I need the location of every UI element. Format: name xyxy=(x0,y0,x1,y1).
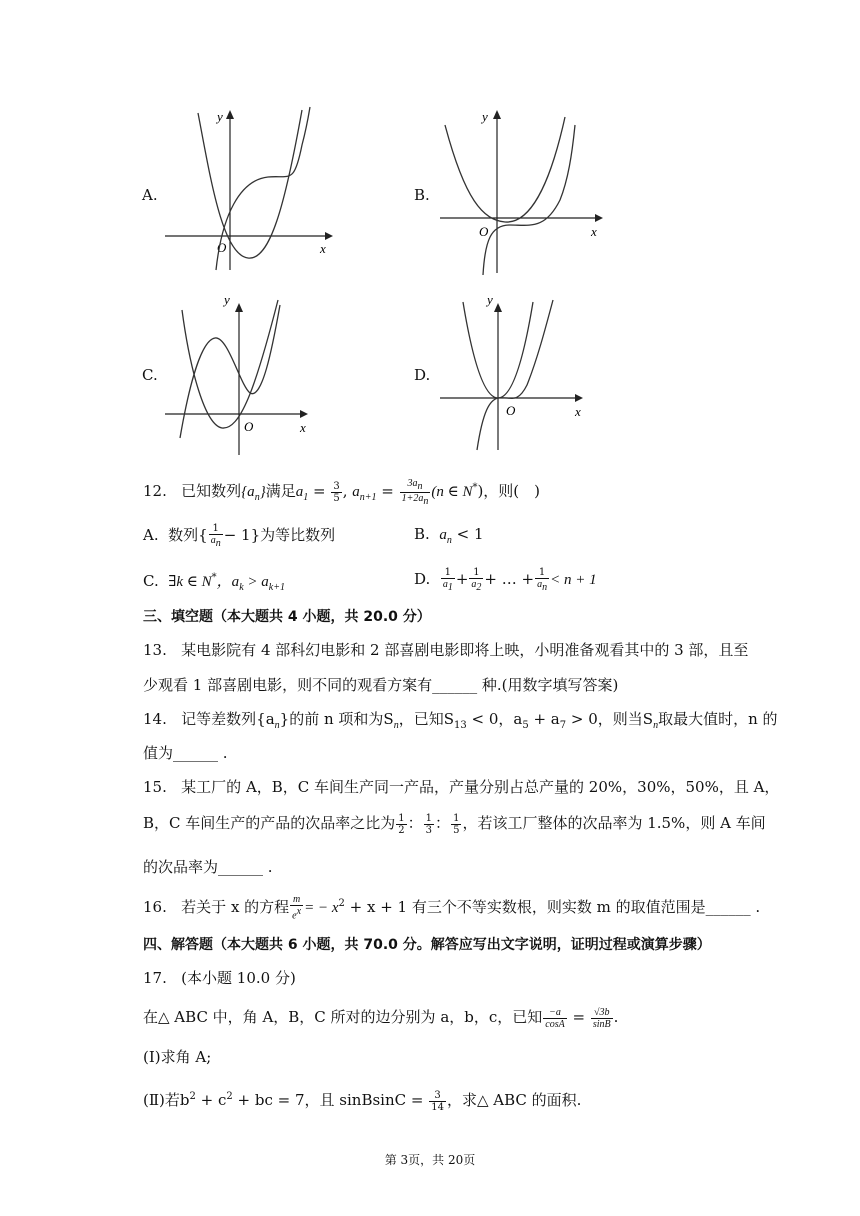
q12-an1-sub: n+1 xyxy=(359,492,377,503)
q17-part2 xyxy=(143,1086,581,1113)
q14-a: 记等差数列{a xyxy=(181,710,275,728)
q12-option-d-f3-num: 1 xyxy=(535,567,549,579)
q12-option-a-frac xyxy=(209,523,223,549)
q15-line2: B，C 车间生产的产品的次品率之比为 $\frac{1}{2}$ ： $\frac{1}{3}$ ： $\frac{1}{5}$ ，若该工厂整体的次品率为 1.5%，则 A 车间 xyxy=(143,812,766,836)
graph-a-y-label: y xyxy=(217,109,223,124)
q16-fnum: m xyxy=(290,894,303,906)
q16-number: 16. xyxy=(143,898,167,916)
q15-ratio-3-den: 5 xyxy=(453,824,460,836)
q17-part2-frac xyxy=(429,1090,446,1113)
q17-part2-pre: (Ⅱ)若b xyxy=(143,1091,190,1109)
option-a-label: A. xyxy=(142,186,158,204)
q12-option-d-dots: + … + xyxy=(484,570,535,588)
q17-frac-2 xyxy=(591,1007,613,1030)
q12-option-a-pre: 数列{ xyxy=(168,526,208,544)
q16-fden xyxy=(290,906,303,921)
q12-cond-sup: * xyxy=(472,482,478,493)
page-footer: 第 3页，共 20页 xyxy=(384,1153,476,1167)
q14-e-sub: 7 xyxy=(559,720,567,731)
graph-d xyxy=(435,290,615,460)
q12-rec-num xyxy=(400,478,431,493)
q12-option-b-sub: n xyxy=(446,535,452,546)
q17-points: (本小题 10.0 分) xyxy=(181,969,296,987)
q12-cond-close: )，则( ) xyxy=(477,482,541,500)
graph-c xyxy=(160,290,340,460)
graph-a xyxy=(160,105,340,275)
q12-option-d-plus: + xyxy=(455,570,469,588)
q14-c: ，已知S xyxy=(398,710,454,728)
option-b-label: B. xyxy=(414,186,430,204)
q16-mid-sup: 2 xyxy=(338,898,345,909)
q14-d: < 0，a xyxy=(466,710,523,728)
q16-frac xyxy=(290,894,303,921)
q15-ratio-3-num: 1 xyxy=(453,812,460,824)
q17-stem xyxy=(143,1006,618,1030)
q15-ratio-1-num: 1 xyxy=(398,812,405,824)
q14-f-sub: n xyxy=(653,720,659,731)
q16-mid: = − x xyxy=(304,900,339,916)
graph-b-y-label: y xyxy=(482,109,488,124)
q12-option-a-fnum: 1 xyxy=(209,523,223,535)
q14-d-sub: 5 xyxy=(522,720,529,731)
q17-part1: (Ⅰ)求角 A; xyxy=(143,1048,212,1066)
q17-part2-post: ，求△ ABC 的面积. xyxy=(446,1091,582,1109)
q12-option-a-fden-text: a xyxy=(210,535,216,546)
q12-option-b xyxy=(414,523,484,552)
graph-b-x-label: x xyxy=(591,224,597,239)
q16-fden-text: e xyxy=(292,910,297,922)
q12-option-c xyxy=(143,567,285,599)
q12-option-c-sub1: k xyxy=(239,582,244,593)
q15-line1-text: 某工厂的 A，B，C 车间生产同一产品，产量分别占总产量的 20%，30%，50%，且 A， xyxy=(181,778,780,796)
q12-a1: a xyxy=(295,484,304,500)
q12-rec-den xyxy=(400,493,431,507)
q12-stem-pre: 已知数列 xyxy=(181,482,242,500)
q12-a1-frac xyxy=(331,481,341,504)
q17-frac-1-num: −a xyxy=(543,1007,566,1019)
q12-option-b-post: < 1 xyxy=(451,525,484,543)
q17-stem-post: . xyxy=(613,1008,619,1026)
q14-number: 14. xyxy=(143,710,167,728)
q12-option-d-f3-den-text: a xyxy=(537,579,543,590)
q16-fden-sup: x xyxy=(296,906,302,918)
q14-line2: 值为______ . xyxy=(143,744,228,762)
q17-part2-fnum: 3 xyxy=(429,1090,446,1102)
q16-post: + x + 1 有三个不等实数根，则实数 m 的取值范围是______ . xyxy=(344,898,761,916)
q12-option-d-f1-num: 1 xyxy=(441,567,455,579)
q12-option-a-fden xyxy=(209,535,223,549)
q13-number: 13. xyxy=(143,641,167,659)
q16-line xyxy=(143,893,760,922)
q15-line2-pre: B，C 车间生产的产品的次品率之比为 xyxy=(143,814,396,832)
q17-frac-2-den: sinB xyxy=(592,1018,611,1030)
section-4-heading: 四、解答题（本大题共 6 小题，共 70.0 分。解答应写出文字说明，证明过程或演算步骤） xyxy=(143,937,711,953)
q12-option-a-fden-sub: n xyxy=(215,538,221,549)
q12-eq: = xyxy=(308,482,331,500)
q12-option-d-f1-den-text: a xyxy=(442,579,448,590)
q17-number: 17. xyxy=(143,969,167,987)
q12-option-a-post: − 1}为等比数列 xyxy=(223,526,336,544)
q12-a1-num: 3 xyxy=(333,480,340,492)
q17-header xyxy=(143,967,296,989)
q14-line1 xyxy=(143,708,778,737)
graph-b xyxy=(435,105,615,275)
q12-sep: , xyxy=(342,482,353,500)
q12-option-c-sup: * xyxy=(211,572,217,583)
q12-option-c-mid: > a xyxy=(243,574,269,590)
q14-a-sub: n xyxy=(274,720,280,731)
q12-a1-sub: 1 xyxy=(303,492,309,503)
q12-option-c-post: ，a xyxy=(216,574,240,590)
q12-number: 12. xyxy=(143,482,167,500)
q12-option-b-text: a xyxy=(439,527,447,543)
q12-option-d-frac2 xyxy=(469,567,483,593)
section-3-heading: 三、填空题（本大题共 4 小题，共 20.0 分） xyxy=(143,609,431,625)
q12-option-a-label: A. xyxy=(143,526,159,544)
graph-d-x-label: x xyxy=(575,404,581,419)
q17-part2-fden: 14 xyxy=(431,1101,444,1113)
q17-eq: = xyxy=(567,1008,590,1026)
q12-a1-den: 5 xyxy=(333,492,340,504)
q12-rec-den-text: 1+2a xyxy=(401,492,424,504)
q12-option-d-f2-num: 1 xyxy=(469,567,483,579)
q12-rec-frac xyxy=(400,478,431,507)
q12-option-d-f1-den xyxy=(441,579,455,593)
q14-b: }的前 n 项和为S xyxy=(279,710,394,728)
q15-number: 15. xyxy=(143,778,167,796)
q17-stem-pre: 在△ ABC 中，角 A，B，C 所对的边分别为 a，b，c，已知 xyxy=(143,1008,543,1026)
q12-option-a xyxy=(143,523,335,549)
q12-option-d-f2-den-sub: 2 xyxy=(476,582,482,593)
q15-line2-post: ，若该工厂整体的次品率为 1.5%，则 A 车间 xyxy=(462,814,766,832)
q15-ratio-2 xyxy=(424,813,434,836)
q13-line1-text: 某电影院有 4 部科幻电影和 2 部喜剧电影即将上映，小明准备观看其中的 3 部，且至 xyxy=(181,641,749,659)
q16-pre: 若关于 x 的方程 xyxy=(181,898,290,916)
q15-ratio-3 xyxy=(451,813,461,836)
q12-seq-sub: n xyxy=(254,492,260,503)
q15-ratio-2-num: 1 xyxy=(425,812,433,824)
q12-seq-close: } xyxy=(259,484,266,500)
q14-c-sub: 13 xyxy=(453,720,467,731)
q17-frac-1-den: cosA xyxy=(545,1018,565,1030)
q12-option-d-f3-den xyxy=(535,579,549,593)
q17-part2-b: + bc = 7，且 sinBsinC = xyxy=(232,1091,429,1109)
q12-option-c-label: C. xyxy=(143,572,159,590)
q12-option-c-text: ∃k ∈ N xyxy=(168,574,212,590)
q15-ratio-2-den: 3 xyxy=(425,824,433,836)
q17-frac-2-num: √3b xyxy=(591,1007,613,1019)
q12-option-d-f2-den xyxy=(469,579,483,593)
q12-stem-mid: 满足 xyxy=(265,482,296,500)
q12-option-d-f2-den-text: a xyxy=(471,579,477,590)
q13-line1 xyxy=(143,639,748,661)
q17-frac-1 xyxy=(543,1007,566,1030)
q12-option-c-sub2: k+1 xyxy=(268,582,285,593)
option-d-label: D. xyxy=(414,366,431,384)
q12-rec-num-sub: n xyxy=(417,480,423,492)
q12-option-d-f1-den-sub: 1 xyxy=(447,582,453,593)
q17-part2-a: + c xyxy=(195,1091,227,1109)
graph-c-origin-label: O xyxy=(244,419,254,434)
q12-rec-den-sub: n xyxy=(423,495,429,507)
q15-ratio-1-den: 2 xyxy=(398,824,405,836)
q12-eq2: = xyxy=(376,482,399,500)
q12-stem xyxy=(143,477,540,509)
graph-c-y-label: y xyxy=(224,292,230,307)
q15-line3: 的次品率为______ . xyxy=(143,858,273,876)
q17-part2-sup1: 2 xyxy=(189,1091,196,1102)
q15-ratio-1 xyxy=(396,813,406,836)
q12-option-d-label: D. xyxy=(414,570,431,588)
q12-option-d-frac1 xyxy=(441,567,455,593)
q13-line2: 少观看 1 部喜剧电影，则不同的观看方案有______ 种.(用数字填写答案) xyxy=(143,676,619,694)
q12-option-b-label: B. xyxy=(414,525,430,543)
q12-cond: (n ∈ N xyxy=(431,484,473,500)
graph-c-x-label: x xyxy=(300,420,306,435)
q12-an1: a xyxy=(352,484,360,500)
q12-rec-num-text: 3a xyxy=(407,477,418,489)
q14-b-sub: n xyxy=(393,720,399,731)
q14-e: + a xyxy=(528,710,560,728)
q12-option-d-post: < n + 1 xyxy=(550,572,597,588)
option-c-label: C. xyxy=(142,366,158,384)
q15-line1 xyxy=(143,776,779,798)
graph-b-origin-label: O xyxy=(479,224,489,239)
q12-option-d-f3-den-sub: n xyxy=(542,582,548,593)
graph-a-origin-label: O xyxy=(217,240,227,255)
graph-a-x-label: x xyxy=(320,241,326,256)
graph-d-y-label: y xyxy=(487,292,493,307)
q14-f: > 0，则当S xyxy=(566,710,654,728)
graph-d-origin-label: O xyxy=(506,403,516,418)
q12-option-d-frac3 xyxy=(535,567,549,593)
q12-option-d xyxy=(414,567,597,593)
q12-seq: {a xyxy=(241,484,255,500)
q17-part2-sup2: 2 xyxy=(226,1091,233,1102)
q14-g: 取最大值时，n 的 xyxy=(658,710,778,728)
